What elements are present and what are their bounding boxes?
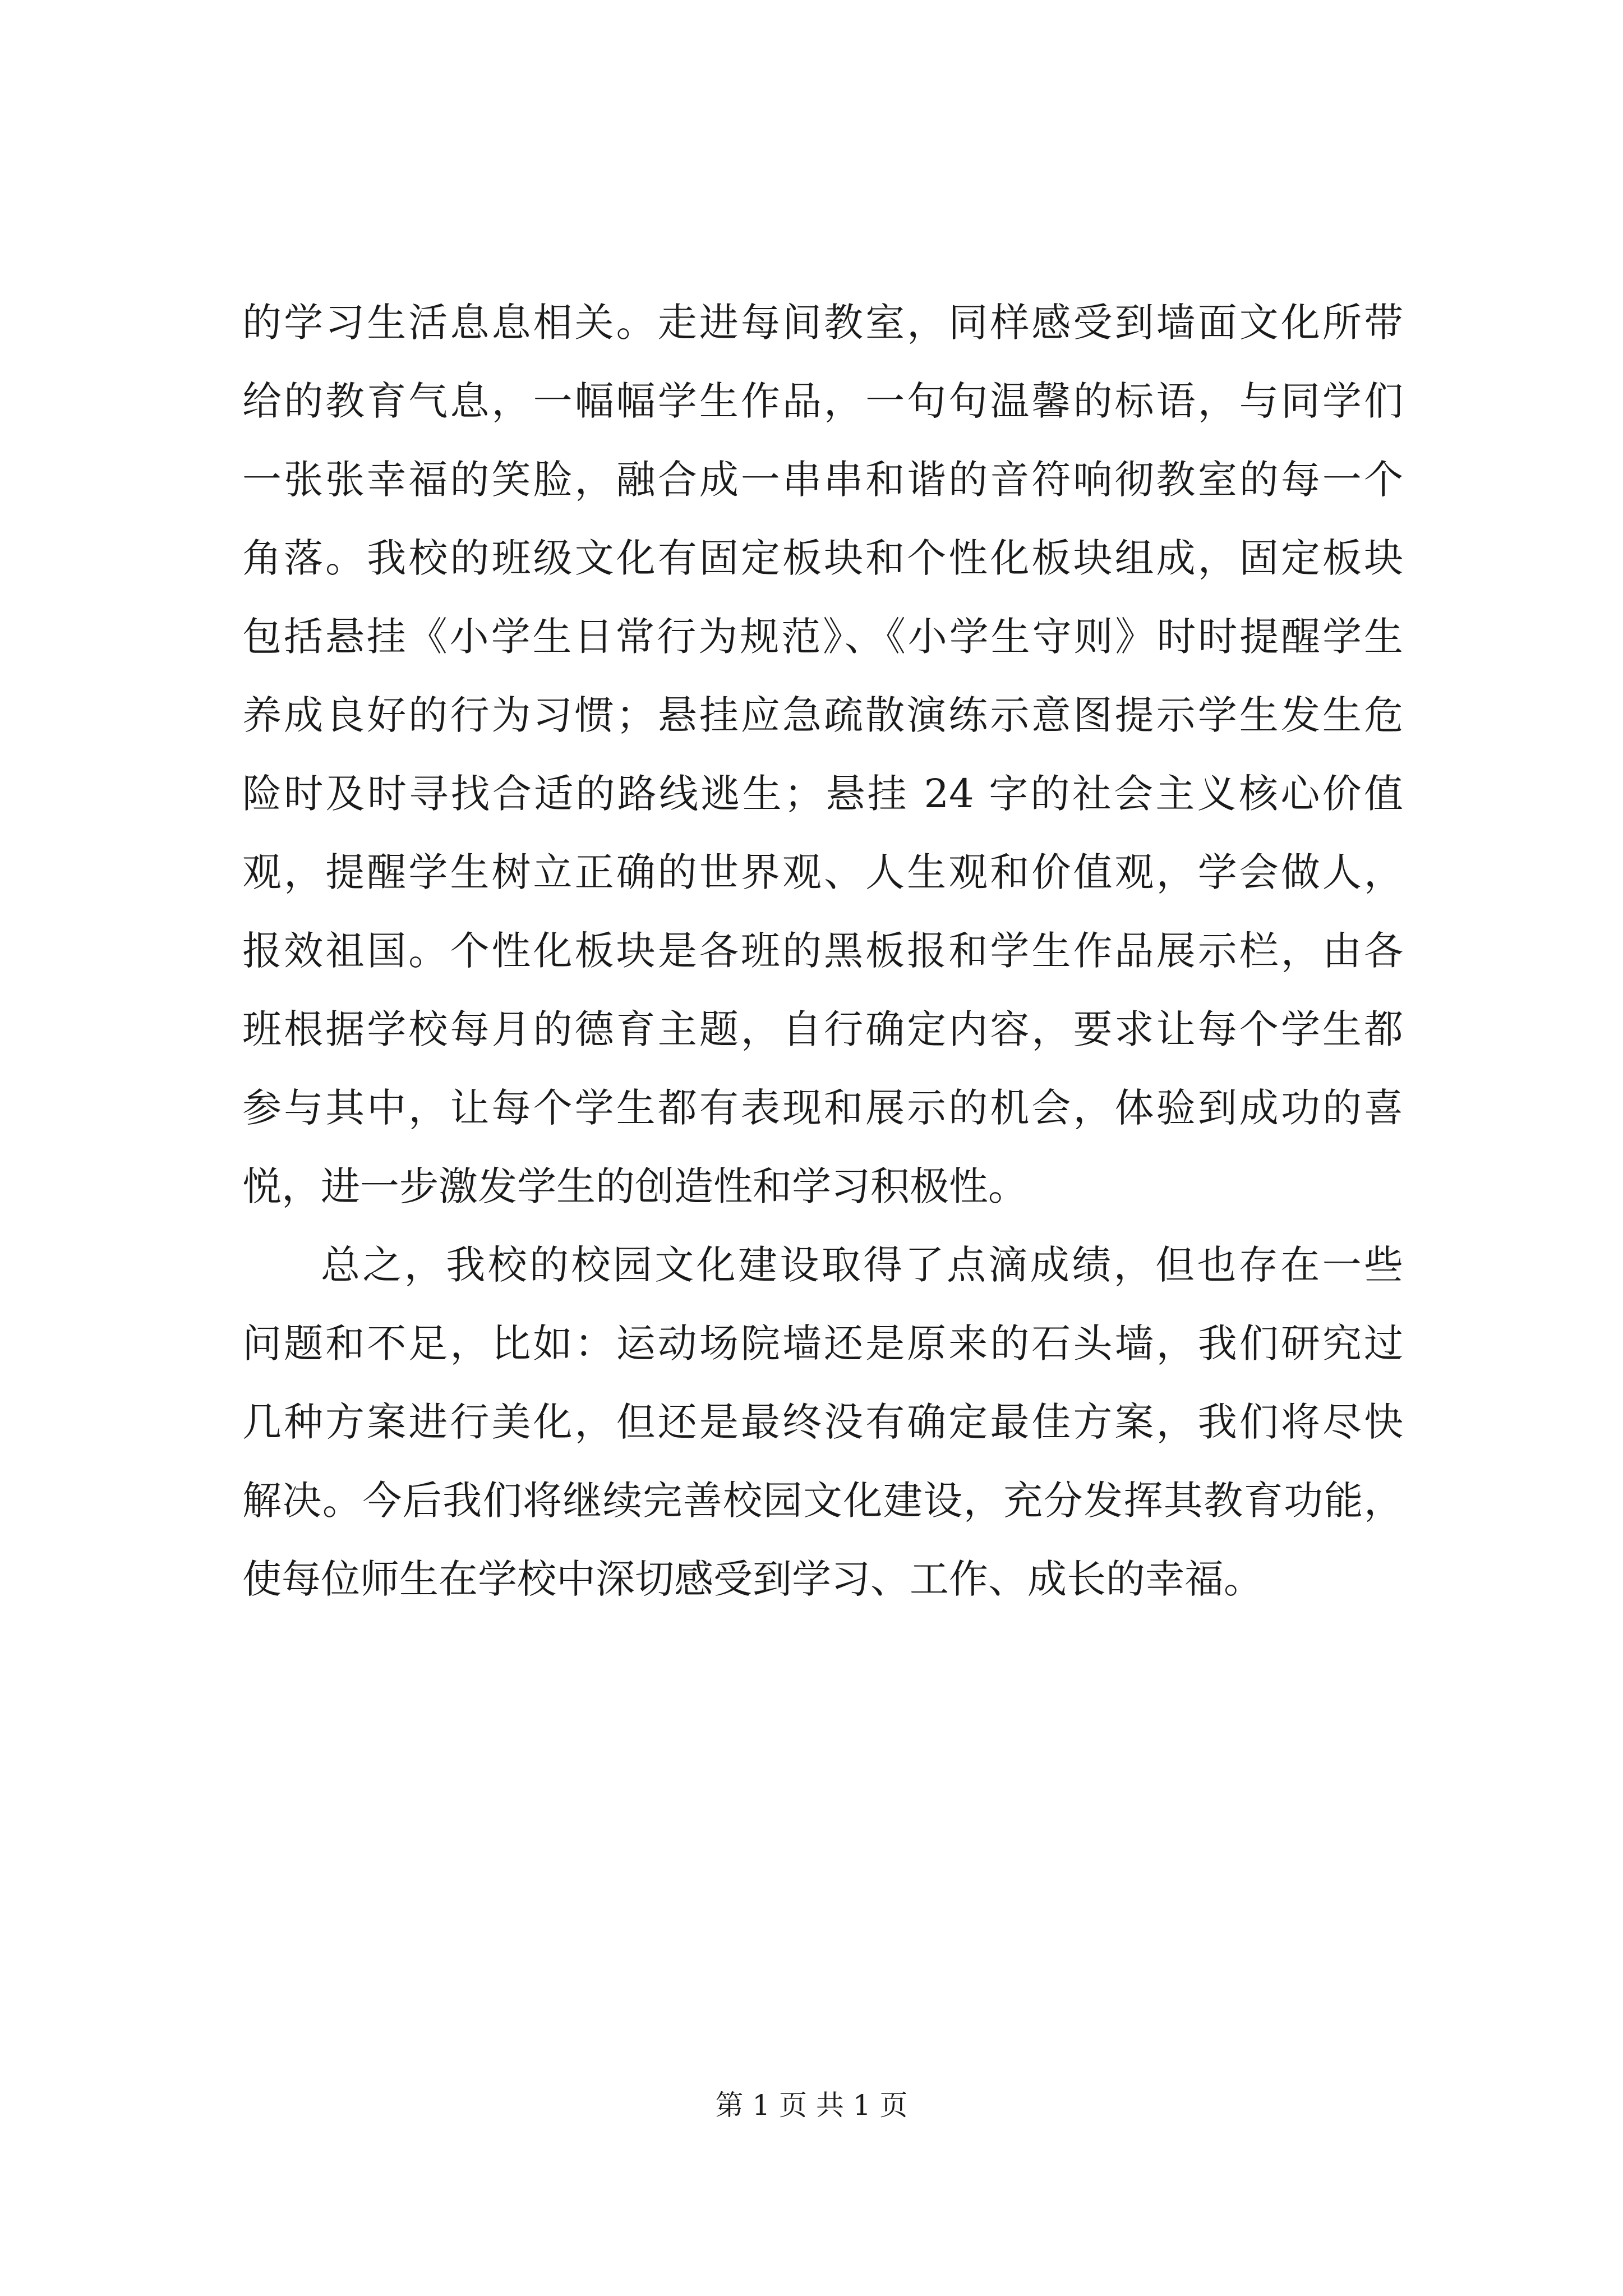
- paragraph-1-line-7: 险时及时寻找合适的路线逃生；悬挂 24 字的社会主义核心价值: [242, 771, 1403, 817]
- paragraph-1-line-3: 一张张幸福的笑脸，融合成一串串和谐的音符响彻教室的每一个: [242, 457, 1403, 503]
- paragraph-1-line-11: 参与其中，让每个学生都有表现和展示的机会，体验到成功的喜: [242, 1085, 1403, 1131]
- paragraph-1-line-4: 角落。我校的班级文化有固定板块和个性化板块组成，固定板块: [242, 535, 1403, 581]
- paragraph-2-line-5: 使每位师生在学校中深切感受到学习、工作、成长的幸福。: [242, 1556, 1263, 1602]
- paragraph-1-line-6: 养成良好的行为习惯；悬挂应急疏散演练示意图提示学生发生危: [242, 692, 1403, 738]
- paragraph-1-line-9: 报效祖国。个性化板块是各班的黑板报和学生作品展示栏，由各: [242, 928, 1403, 974]
- paragraph-1-line-5: 包括悬挂《小学生日常行为规范》、《小学生守则》时时提醒学生: [242, 614, 1403, 660]
- paragraph-1-line-10: 班根据学校每月的德育主题，自行确定内容，要求让每个学生都: [242, 1006, 1403, 1052]
- paragraph-1-line-8: 观，提醒学生树立正确的世界观、人生观和价值观，学会做人，: [242, 849, 1403, 895]
- paragraph-2-line-2: 问题和不足，比如：运动场院墙还是原来的石头墙，我们研究过: [242, 1320, 1403, 1366]
- page-number-footer: 第 1 页 共 1 页: [715, 2089, 908, 2122]
- paragraph-2-line-3: 几种方案进行美化，但还是最终没有确定最佳方案，我们将尽快: [242, 1399, 1403, 1445]
- paragraph-2-line-1: 总之，我校的校园文化建设取得了点滴成绩，但也存在一些: [321, 1242, 1403, 1288]
- paragraph-1-line-12: 悦，进一步激发学生的创造性和学习积极性。: [242, 1163, 1027, 1209]
- paragraph-1-line-2: 给的教育气息，一幅幅学生作品，一句句温馨的标语，与同学们: [242, 378, 1403, 424]
- paragraph-2-line-4: 解决。今后我们将继续完善校园文化建设，充分发挥其教育功能，: [242, 1478, 1403, 1524]
- paragraph-1-line-1: 的学习生活息息相关。走进每间教室，同样感受到墙面文化所带: [242, 300, 1403, 346]
